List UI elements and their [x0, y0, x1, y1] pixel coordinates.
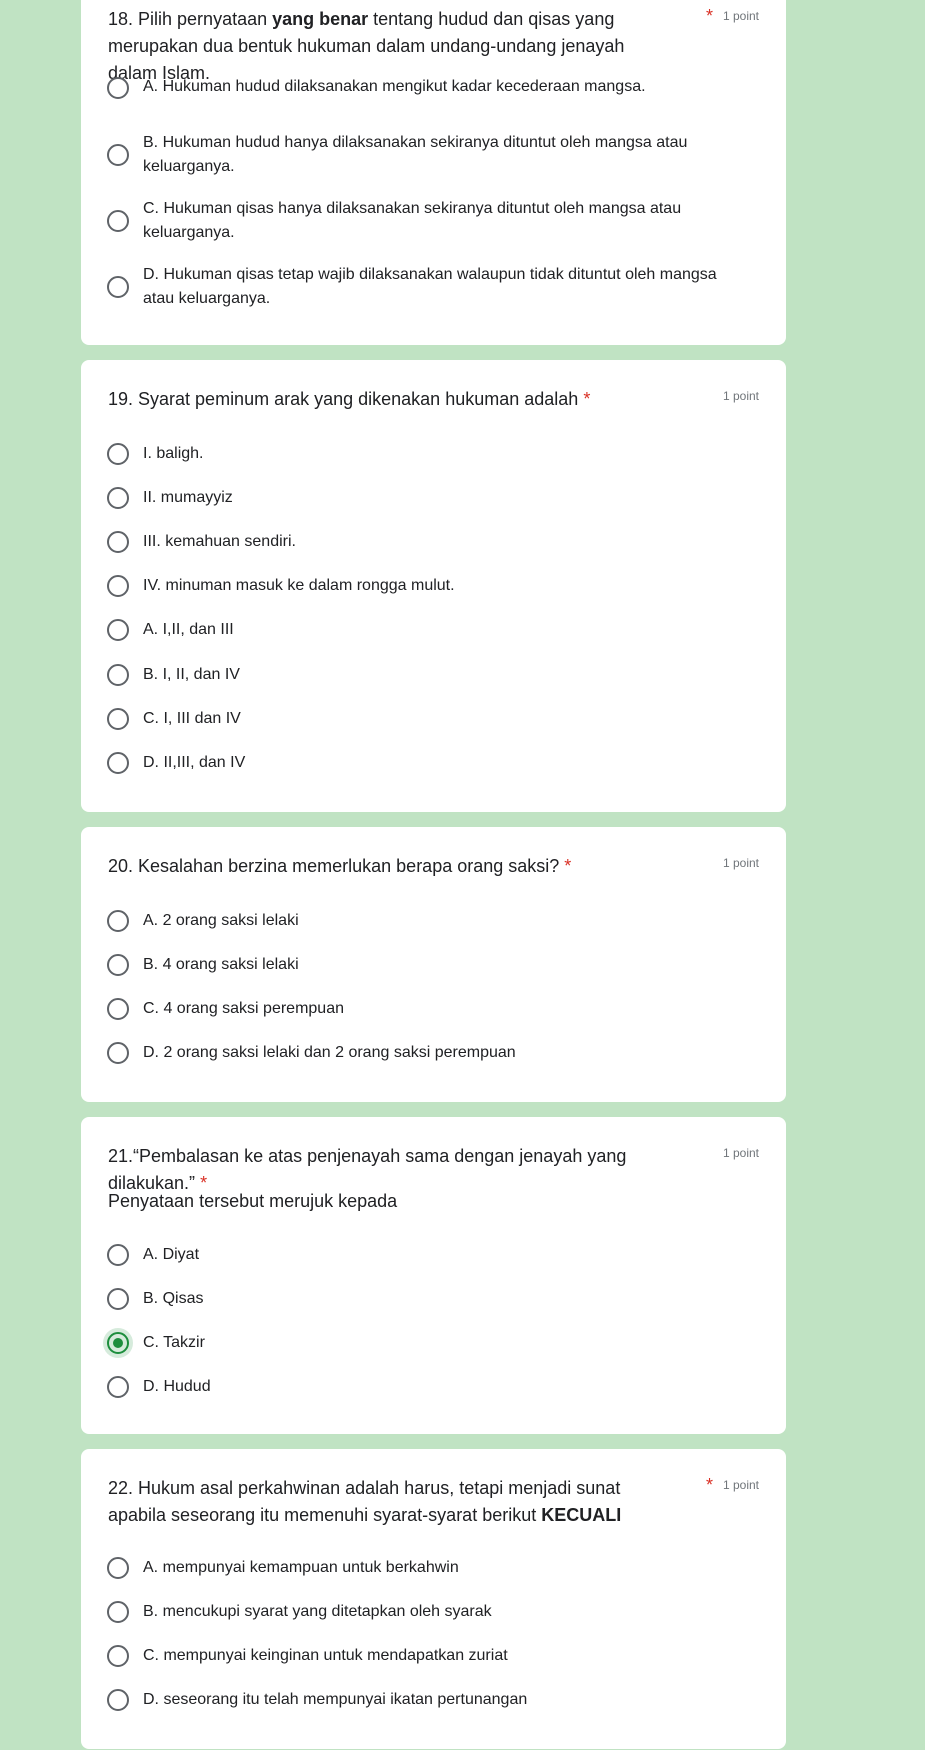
option-b[interactable]	[107, 1287, 746, 1311]
question-text: 19. Syarat peminum arak yang dikenakan hukuman adalah	[108, 389, 579, 409]
required-asterisk: *	[705, 6, 713, 26]
option-label: C. 4 orang saksi perempuan	[143, 1000, 344, 1017]
points-label: 1 point	[722, 389, 759, 403]
radio-button[interactable]	[107, 619, 129, 641]
option-label: A. I,II, dan III	[143, 621, 234, 638]
required-asterisk: *	[705, 1475, 713, 1495]
question-card-20	[81, 827, 786, 1102]
question-description: Penyataan tersebut merujuk kepada	[108, 1191, 398, 1211]
option-a[interactable]	[107, 909, 746, 933]
option-label: C. Takzir	[143, 1334, 205, 1351]
required-asterisk: *	[564, 856, 572, 876]
question-header	[108, 386, 759, 413]
radio-button-selected[interactable]	[107, 1332, 129, 1354]
question-text: 22. Hukum asal perkahwinan adalah harus, tetapi menjadi sunat apabila seseorang itu memenuhi syarat-syarat berikut	[108, 1478, 621, 1525]
option-label: III. kemahuan sendiri.	[143, 533, 296, 550]
option-c[interactable]	[107, 197, 746, 245]
points-label: 1 point	[722, 9, 759, 23]
option-label: I. baligh.	[143, 445, 204, 462]
radio-button[interactable]	[107, 443, 129, 465]
option-1[interactable]	[107, 442, 746, 466]
question-title	[108, 386, 759, 413]
radio-button[interactable]	[107, 708, 129, 730]
question-card-19	[81, 360, 786, 812]
radio-button[interactable]	[107, 1645, 129, 1667]
option-label: D. Hudud	[143, 1378, 211, 1395]
option-3[interactable]	[107, 530, 746, 554]
option-c[interactable]	[107, 1644, 746, 1668]
radio-button[interactable]	[107, 276, 129, 298]
radio-button[interactable]	[107, 531, 129, 553]
option-6[interactable]	[107, 663, 746, 687]
option-c-selected[interactable]	[107, 1331, 746, 1355]
radio-button[interactable]	[107, 998, 129, 1020]
option-label: IV. minuman masuk ke dalam rongga mulut.	[143, 577, 455, 594]
option-d[interactable]	[107, 263, 746, 311]
option-2[interactable]	[107, 486, 746, 510]
question-emphasis: yang benar	[272, 9, 369, 29]
option-label: A. 2 orang saksi lelaki	[143, 912, 299, 929]
option-label: B. 4 orang saksi lelaki	[143, 956, 299, 973]
option-b[interactable]	[107, 953, 746, 977]
option-label: B. Qisas	[143, 1290, 204, 1307]
radio-button[interactable]	[107, 77, 129, 99]
question-emphasis: KECUALI	[541, 1505, 622, 1525]
question-text: tentang hudud dan qisas yang merupakan dua bentuk hukuman dalam undang-undang jenayah dalam Islam.	[108, 9, 625, 83]
radio-button[interactable]	[107, 1601, 129, 1623]
radio-button[interactable]	[107, 1557, 129, 1579]
option-a[interactable]	[107, 1243, 746, 1267]
required-asterisk: *	[200, 1173, 208, 1193]
radio-button[interactable]	[107, 487, 129, 509]
radio-button[interactable]	[107, 1042, 129, 1064]
radio-button[interactable]	[107, 664, 129, 686]
option-label: C. I, III dan IV	[143, 710, 241, 727]
question-text: 21.“Pembalasan ke atas penjenayah sama dengan jenayah yang dilakukan.”	[108, 1146, 627, 1193]
option-4[interactable]	[107, 574, 746, 598]
radio-button[interactable]	[107, 910, 129, 932]
option-label: D. 2 orang saksi lelaki dan 2 orang saksi perempuan	[143, 1044, 516, 1061]
question-card-18	[81, 0, 786, 345]
radio-button[interactable]	[107, 144, 129, 166]
option-label: A. mempunyai kemampuan untuk berkahwin	[143, 1559, 459, 1576]
focus-halo	[103, 1328, 133, 1358]
option-7[interactable]	[107, 707, 746, 731]
question-title	[108, 853, 759, 880]
radio-button[interactable]	[107, 1288, 129, 1310]
option-c[interactable]	[107, 997, 746, 1021]
option-d[interactable]	[107, 1688, 746, 1712]
option-8[interactable]	[107, 751, 746, 775]
required-asterisk: *	[583, 389, 591, 409]
radio-button[interactable]	[107, 954, 129, 976]
option-d[interactable]	[107, 1041, 746, 1065]
points-label: 1 point	[722, 1146, 759, 1160]
option-d[interactable]	[107, 1375, 746, 1399]
question-text: 20. Kesalahan berzina memerlukan berapa orang saksi?	[108, 856, 560, 876]
points-label: 1 point	[722, 1478, 759, 1492]
radio-button[interactable]	[107, 575, 129, 597]
question-header	[108, 853, 759, 880]
radio-button[interactable]	[107, 752, 129, 774]
option-label: C. mempunyai keinginan untuk mendapatkan zuriat	[143, 1647, 508, 1664]
question-card-21	[81, 1117, 786, 1434]
radio-button[interactable]	[107, 210, 129, 232]
option-b[interactable]	[107, 131, 746, 179]
option-label: D. II,III, dan IV	[143, 754, 246, 771]
question-card-22	[81, 1449, 786, 1749]
option-label: A. Diyat	[143, 1246, 200, 1263]
radio-button[interactable]	[107, 1689, 129, 1711]
option-5[interactable]	[107, 618, 746, 642]
option-label: D. seseorang itu telah mempunyai ikatan pertunangan	[143, 1691, 528, 1708]
option-label: B. Hukuman hudud hanya dilaksanakan sekiranya dituntut oleh mangsa atau keluarganya.	[143, 134, 688, 175]
option-label: B. I, II, dan IV	[143, 666, 240, 683]
question-text: 18. Pilih pernyataan	[108, 9, 273, 29]
option-a[interactable]	[107, 75, 746, 99]
option-label: II. mumayyiz	[143, 489, 233, 506]
question-header	[108, 1475, 759, 1529]
option-label: C. Hukuman qisas hanya dilaksanakan sekiranya dituntut oleh mangsa atau keluarganya.	[143, 200, 682, 241]
option-label: A. Hukuman hudud dilaksanakan mengikut kadar kecederaan mangsa.	[143, 78, 646, 95]
option-a[interactable]	[107, 1556, 746, 1580]
radio-button[interactable]	[107, 1244, 129, 1266]
option-label: B. mencukupi syarat yang ditetapkan oleh syarak	[143, 1603, 492, 1620]
points-label: 1 point	[722, 856, 759, 870]
option-label: D. Hukuman qisas tetap wajib dilaksanakan walaupun tidak dituntut oleh mangsa atau keluarganya.	[143, 266, 717, 307]
question-title	[108, 1475, 759, 1529]
radio-button[interactable]	[107, 1376, 129, 1398]
option-b[interactable]	[107, 1600, 746, 1624]
